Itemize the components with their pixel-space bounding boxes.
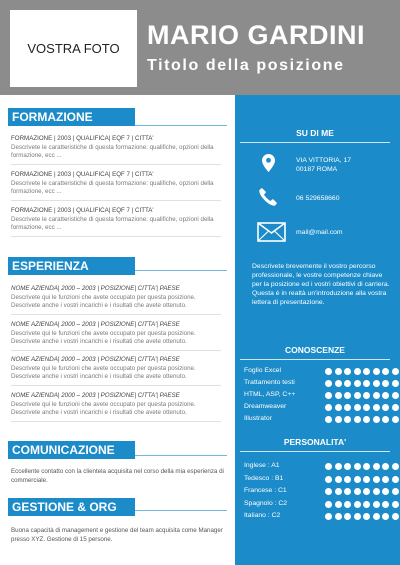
rating-dot <box>363 416 370 423</box>
divider <box>11 164 221 165</box>
sidebar-heading-conoscenze: CONOSCENZE <box>285 345 345 355</box>
rating-dot <box>373 463 380 470</box>
rating-dot <box>392 463 399 470</box>
skill-rating <box>325 404 399 411</box>
skill-rating <box>325 416 399 423</box>
section-underline <box>135 125 227 126</box>
skill-label: Foglio Excel <box>244 367 282 374</box>
formazione-item-desc: Descrivete le caratteristiche di questa formazione: qualifiche, opzioni della formazione, ecc ... <box>11 215 214 232</box>
sidebar-divider <box>240 451 390 452</box>
skill-label: Dreamweaver <box>244 403 287 410</box>
esperienza-item-title: NOME AZIENDA| 2000 – 2003 | POSIZIONE| CITTA'| PAESE <box>11 321 180 328</box>
esperienza-item-desc: Descrivete qui le funzioni che avete occupato per questa posizione. Descrivete anche i vostri incarichi e i risultati che avete ottenuto. <box>11 293 196 310</box>
section-heading-esperienza: ESPERIENZA <box>8 257 135 275</box>
esperienza-item <box>11 285 226 311</box>
rating-dot <box>354 513 361 520</box>
rating-dot <box>325 392 332 399</box>
rating-dot <box>325 463 332 470</box>
rating-dot <box>382 416 389 423</box>
rating-dot <box>335 404 342 411</box>
phone-icon <box>259 188 277 206</box>
skill-rating <box>325 368 399 375</box>
rating-dot <box>392 380 399 387</box>
rating-dot <box>325 404 332 411</box>
esperienza-item <box>11 321 226 347</box>
photo-placeholder[interactable] <box>10 10 137 87</box>
divider <box>11 421 221 422</box>
rating-dot <box>382 404 389 411</box>
rating-dot <box>382 501 389 508</box>
rating-dot <box>392 476 399 483</box>
formazione-item <box>11 135 226 161</box>
location-pin-icon <box>262 154 275 172</box>
skill-label: Illustrator <box>244 415 272 422</box>
section-underline <box>135 510 227 511</box>
rating-dot <box>363 368 370 375</box>
rating-dot <box>363 476 370 483</box>
rating-dot <box>335 463 342 470</box>
rating-dot <box>354 476 361 483</box>
section-heading-gestione: GESTIONE & ORG <box>8 498 135 516</box>
rating-dot <box>373 380 380 387</box>
rating-dot <box>354 380 361 387</box>
rating-dot <box>392 404 399 411</box>
rating-dot <box>382 463 389 470</box>
gestione-text: Buona capacità di management e gestione del team acquisita come Manager presso XYZ. Gestione di 15 persone. <box>11 527 223 543</box>
rating-dot <box>382 380 389 387</box>
rating-dot <box>335 501 342 508</box>
rating-dot <box>382 488 389 495</box>
language-rating <box>325 476 399 483</box>
section-heading-formazione: FORMAZIONE <box>8 108 135 126</box>
position-title: Titolo della posizione <box>147 57 345 74</box>
skill-label: HTML, ASP, C++ <box>244 391 296 398</box>
rating-dot <box>325 501 332 508</box>
rating-dot <box>373 513 380 520</box>
photo-label: VOSTRA FOTO <box>27 41 120 56</box>
rating-dot <box>392 416 399 423</box>
rating-dot <box>335 380 342 387</box>
sidebar-divider <box>240 359 390 360</box>
language-label: Francese : C1 <box>244 487 287 494</box>
language-rating <box>325 501 399 508</box>
language-rating <box>325 513 399 520</box>
rating-dot <box>344 488 351 495</box>
language-label: Italiano : C2 <box>244 512 281 519</box>
esperienza-item-title: NOME AZIENDA| 2000 – 2003 | POSIZIONE| CITTA'| PAESE <box>11 285 180 292</box>
rating-dot <box>354 368 361 375</box>
formazione-item-desc: Descrivete le caratteristiche di questa formazione: qualifiche, opzioni della formazione, ecc ... <box>11 143 214 160</box>
formazione-item <box>11 171 226 197</box>
rating-dot <box>373 488 380 495</box>
rating-dot <box>335 513 342 520</box>
rating-dot <box>354 488 361 495</box>
divider <box>11 385 221 386</box>
divider <box>11 200 221 201</box>
section-heading-comunicazione: COMUNICAZIONE <box>8 441 135 459</box>
rating-dot <box>382 392 389 399</box>
rating-dot <box>363 392 370 399</box>
skill-rating <box>325 392 399 399</box>
rating-dot <box>325 416 332 423</box>
rating-dot <box>354 392 361 399</box>
esperienza-item-title: NOME AZIENDA| 2000 – 2003 | POSIZIONE| CITTA'| PAESE <box>11 392 180 399</box>
language-rating <box>325 463 399 470</box>
divider <box>11 314 221 315</box>
formazione-item-title: FORMAZIONE | 2003 | QUALIFICA| EQF 7 | CITTA' <box>11 171 154 178</box>
formazione-item <box>11 207 226 233</box>
esperienza-item-desc: Descrivete qui le funzioni che avete occupato per questa posizione. Descrivete anche i vostri incarichi e i risultati che avete ottenuto. <box>11 400 196 417</box>
rating-dot <box>344 416 351 423</box>
section-underline <box>135 455 227 456</box>
rating-dot <box>325 488 332 495</box>
person-name: MARIO GARDINI <box>147 20 365 50</box>
formazione-item-title: FORMAZIONE | 2003 | QUALIFICA| EQF 7 | CITTA' <box>11 207 154 214</box>
phone-number: 06 529658660 <box>296 195 340 202</box>
comunicazione-text: Eccellente contatto con la clientela acquisita nel corso della mia esperienza di commerciale. <box>11 468 224 484</box>
rating-dot <box>325 380 332 387</box>
rating-dot <box>335 476 342 483</box>
rating-dot <box>382 368 389 375</box>
rating-dot <box>373 392 380 399</box>
rating-dot <box>392 488 399 495</box>
esperienza-item-desc: Descrivete qui le funzioni che avete occupato per questa posizione. Descrivete anche i vostri incarichi e i risultati che avete ottenuto. <box>11 364 196 381</box>
formazione-item-desc: Descrivete le caratteristiche di questa formazione: qualifiche, opzioni della formazione, ecc ... <box>11 179 214 196</box>
rating-dot <box>344 392 351 399</box>
section-underline <box>135 270 227 271</box>
language-label: Tedesco : B1 <box>244 474 284 482</box>
rating-dot <box>354 416 361 423</box>
sidebar-heading-personalita: PERSONALITA' <box>283 437 347 447</box>
rating-dot <box>344 476 351 483</box>
rating-dot <box>335 416 342 423</box>
rating-dot <box>325 476 332 483</box>
address-line: 00187 ROMA <box>296 166 338 173</box>
language-label: Spagnolo : C2 <box>244 499 288 507</box>
rating-dot <box>363 488 370 495</box>
sidebar-divider <box>240 142 390 143</box>
language-rating <box>325 488 399 495</box>
formazione-item-title: FORMAZIONE | 2003 | QUALIFICA| EQF 7 | CITTA' <box>11 135 154 142</box>
about-me-text: Descrivete brevemente il vostro percorso professionale, le vostre competenze chiave per la posizione ed i vostri obiettivi di carriera. Questa è in realtà un'introduzione alla vostra lettera di presentazione. <box>252 263 390 306</box>
rating-dot <box>335 392 342 399</box>
rating-dot <box>373 476 380 483</box>
esperienza-item-title: NOME AZIENDA| 2000 – 2003 | POSIZIONE| CITTA'| PAESE <box>11 356 180 363</box>
rating-dot <box>335 488 342 495</box>
sidebar-heading-su-di-me: SU DI ME <box>296 128 334 138</box>
rating-dot <box>344 380 351 387</box>
rating-dot <box>392 392 399 399</box>
rating-dot <box>373 501 380 508</box>
rating-dot <box>392 513 399 520</box>
address <box>296 156 351 174</box>
rating-dot <box>363 463 370 470</box>
esperienza-item <box>11 356 226 382</box>
rating-dot <box>344 368 351 375</box>
rating-dot <box>363 380 370 387</box>
rating-dot <box>363 501 370 508</box>
esperienza-item <box>11 392 226 418</box>
rating-dot <box>325 368 332 375</box>
rating-dot <box>344 501 351 508</box>
skill-label: Trattamento testi <box>244 379 295 386</box>
rating-dot <box>392 501 399 508</box>
divider <box>11 350 221 351</box>
rating-dot <box>325 513 332 520</box>
divider <box>11 236 221 237</box>
language-label: Inglese : A1 <box>244 462 280 469</box>
rating-dot <box>382 476 389 483</box>
rating-dot <box>354 501 361 508</box>
rating-dot <box>354 404 361 411</box>
rating-dot <box>373 368 380 375</box>
rating-dot <box>363 513 370 520</box>
rating-dot <box>344 404 351 411</box>
rating-dot <box>382 513 389 520</box>
rating-dot <box>373 416 380 423</box>
email-address[interactable]: mail@mail.com <box>296 229 343 236</box>
rating-dot <box>363 404 370 411</box>
mail-icon <box>257 222 286 242</box>
skill-rating <box>325 380 399 387</box>
rating-dot <box>354 463 361 470</box>
rating-dot <box>392 368 399 375</box>
rating-dot <box>344 463 351 470</box>
address-line: VIA VITTORIA, 17 <box>296 157 352 164</box>
esperienza-item-desc: Descrivete qui le funzioni che avete occupato per questa posizione. Descrivete anche i vostri incarichi e i risultati che avete ottenuto. <box>11 329 196 346</box>
rating-dot <box>373 404 380 411</box>
rating-dot <box>335 368 342 375</box>
rating-dot <box>344 513 351 520</box>
